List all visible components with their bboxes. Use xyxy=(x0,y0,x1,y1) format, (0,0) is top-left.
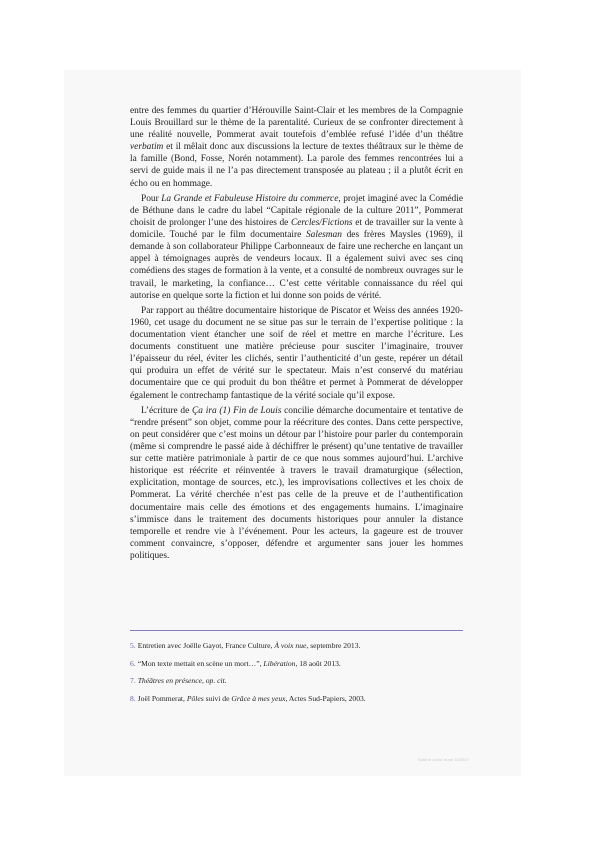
footer-watermark: Édité le coeur d'une 10/2017 xyxy=(418,757,469,762)
text-run: et de travailler sur la vente à domicile. Touché par le film documentaire xyxy=(130,218,463,241)
text-run: Entretien avec Joëlle Gayot, France Culture, xyxy=(137,641,275,650)
italic-text: Théâtres en présence xyxy=(137,676,202,685)
italic-text: À voix nue xyxy=(274,641,307,650)
text-run: concilie démarche documentaire et tentative de “rendre présent” son objet, comme pour la réécriture des contes. Dans cette perspective, on peut considérer que c’est moins un détour par l’histoire pour parler du contemporain (même si comprendre le passé aide à déchiffrer le présent) qu’une tentative de travailler sur cette matière patrimoniale à partir de ce que nous sommes aujourd’hui. L’archive historique est réécrite et réinventée à travers le travail dramaturgique (sélection, explicitation, montage de sources, etc.), les improvisations collectives et les choix de Pommerat. La vérité cherchée n’est pas celle de la preuve et de l’authentification documentaire mais celle des émotions et des engagements humains. L’imaginaire s’immisce dans le traitement des documents historiques pour annuler la distance temporelle et rendre vie à l’événement. Pour les acteurs, la gageure est de trouver comment convaincre, s’opposer, défendre et argumenter sans jouer les hommes politiques. xyxy=(130,405,463,561)
footnote xyxy=(130,641,463,651)
italic-text: Salesman xyxy=(305,230,342,241)
text-run: Joël Pommerat, xyxy=(137,693,187,703)
text-run: et il mêlait donc aux discussions la lecture de textes théâtraux sur le thème de la famille (Bond, Fosse, Norén notamment). La parole des femmes rencontrées lui a servi de guide mais il ne l’a pas directement transposée au plateau ; il a plutôt écrit en écho ou en hommage. xyxy=(130,142,463,189)
italic-text: op. cit. xyxy=(205,676,227,685)
text-run: , projet imaginé avec la Comédie de Béthune dans le cadre du label “Capitale régionale de la culture 2011”, Pommerat choisit de prolonger l’une des histoires de xyxy=(130,193,463,229)
italic-text: Ça ira (1) Fin de Louis xyxy=(192,405,282,416)
italic-text: Libération xyxy=(263,658,296,668)
footnote xyxy=(130,694,463,704)
footnote xyxy=(130,659,463,669)
paragraph xyxy=(130,405,463,562)
text-run: , Actes Sud-Papiers, 2003. xyxy=(285,693,366,703)
text-run: entre des femmes du quartier d’Hérouville Saint-Clair et les membres de la Compagnie Louis Brouillard sur le thème de la parentalité. Curieux de se confronter directement à une réalité nouvelle, Pommerat avait toutefois d’emblée refusé l’idée d’un théâtre xyxy=(130,106,463,141)
text-run: , xyxy=(201,676,206,685)
text-run: L’écriture de xyxy=(141,405,192,416)
italic-text: verbatim xyxy=(130,142,164,153)
text-run: Pour xyxy=(141,193,162,204)
italic-text: La Grande et Fabuleuse Histoire du commerce xyxy=(161,193,339,204)
text-run: des frères Maysles (1969), il demande à son collaborateur Philippe Carbonneaux de faire une recherche en lançant un appel à témoignages auprès de vendeurs locaux. Il a également suivi avec ses cinq comédiens des stages de formation à la vente, et a consulté de nombreux ouvrages sur le travail, le marketing, la confiance… C’est cette véritable connaissance du réel qui autorise en quelque sorte la fiction et lui donne son poids de vérité. xyxy=(130,230,463,301)
text-run: , 18 août 2013. xyxy=(295,658,341,668)
footnote-separator xyxy=(130,630,463,631)
footnote-number: 7. xyxy=(130,676,136,685)
footnote xyxy=(130,676,463,686)
footnote-number: 8. xyxy=(130,693,136,703)
text-run: “Mon texte mettait en scène un mort…”, xyxy=(137,658,264,668)
paragraph xyxy=(130,193,463,302)
footnotes xyxy=(130,641,463,711)
footnote-number: 6. xyxy=(130,658,136,668)
italic-text: Grâce à mes yeux xyxy=(231,693,286,703)
text-run: , septembre 2013. xyxy=(306,641,361,650)
italic-text: Pôles xyxy=(186,693,204,703)
text-run: Par rapport au théâtre documentaire historique de Piscator et Weiss des années 1920-1960, cet usage du document ne se situe pas sur le terrain de l’expertise politique : la documentation vient étancher une soif de réel et mettre en marche l’écriture. Les documents constituent une matière précieuse pour susciter l’imaginaire, trouver l’épaisseur du réel, éviter les clichés, sentir l’authenticité d’un geste, repérer un détail qui produira un effet de vérité sur le spectateur. Mais n’est conservé du matériau documentaire que ce qui produit du bon théâtre et permet à Pommerat de développer également le contrechamp fantastique de la vérité sociale qu’il expose. xyxy=(130,305,463,401)
footnote-number: 5. xyxy=(130,641,136,650)
italic-text: Cercles/Fictions xyxy=(290,218,353,229)
paragraph xyxy=(130,305,463,402)
body-text xyxy=(130,105,463,565)
text-run: suivi de xyxy=(203,693,232,703)
paragraph xyxy=(130,105,463,190)
